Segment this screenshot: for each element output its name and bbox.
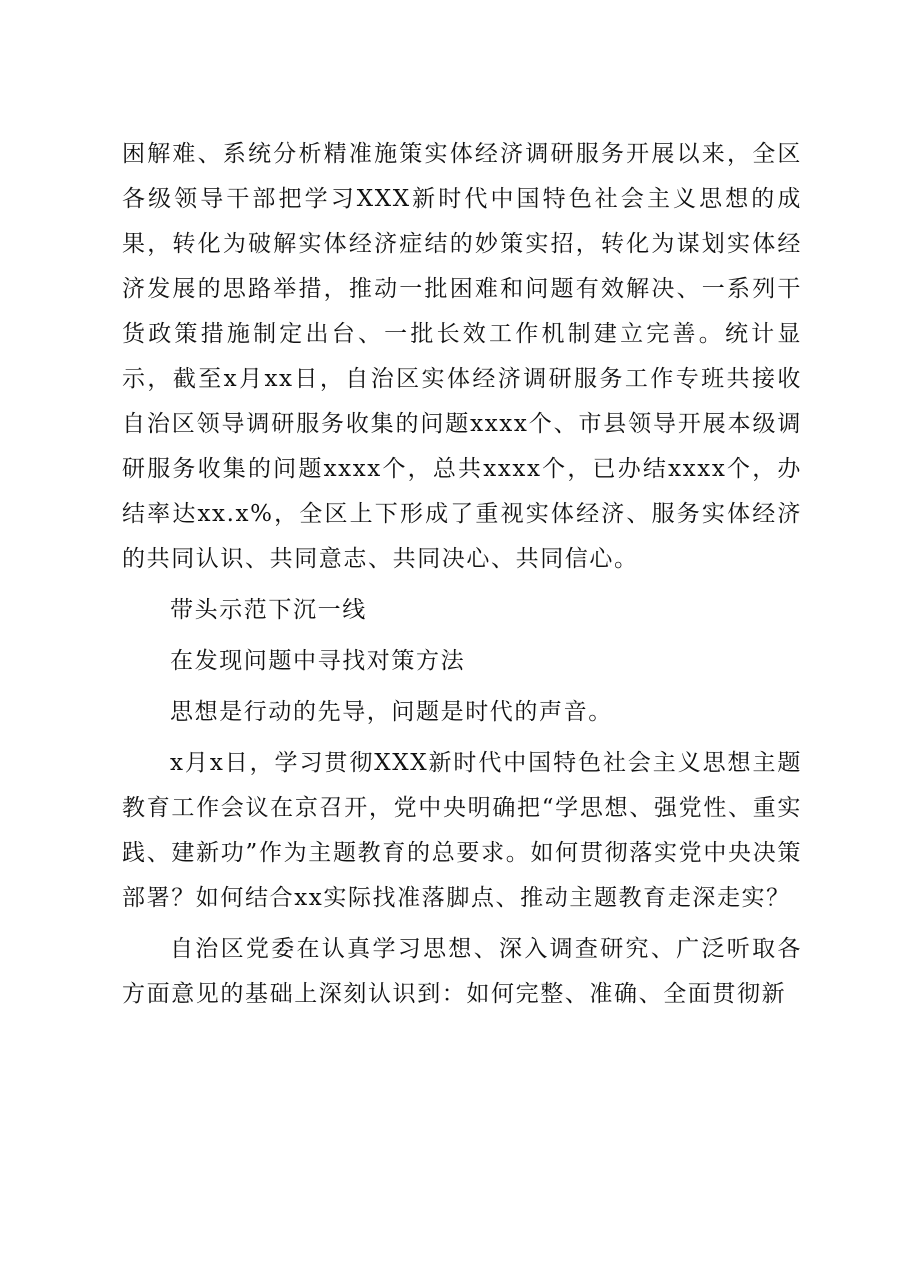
paragraph-intro: 困解难、系统分析精准施策实体经济调研服务开展以来，全区各级领导干部把学习XXX新时代中国特色社会主义思想的成果，转化为破解实体经济症结的妙策实招，转化为谋划实体经济发展的思路举措，推动一批困难和问题有效解决、一系列干货政策措施制定出台、一批长效工作机制建立完善。统计显示，截至x月xx日，自治区实体经济调研服务工作专班共接收自治区领导调研服务收集的问题xxxx个、市县领导开展本级调研服务收集的问题xxxx个，总共xxxx个，已办结xxxx个，办结率达xx.x%，全区上下形成了重视实体经济、服务实体经济的共同认识、共同意志、共同决心、共同信心。	[122, 141, 802, 572]
paragraph-thought: 思想是行动的先导，问题是时代的声音。	[170, 699, 613, 725]
document-body	[122, 132, 802, 1023]
section-heading-sub: 在发现问题中寻找对策方法	[170, 648, 466, 674]
section-heading-lead: 带头示范下沉一线	[170, 597, 367, 623]
paragraph-committee: 自治区党委在认真学习思想、深入调查研究、广泛听取各方面意见的基础上深刻认识到：如何完整、准确、全面贯彻新	[122, 936, 802, 1007]
paragraph-meeting: x月x日，学习贯彻XXX新时代中国特色社会主义思想主题教育工作会议在京召开，党中央明确把“学思想、强党性、重实践、建新功”作为主题教育的总要求。如何贯彻落实党中央决策部署？如何结合xx实际找准落脚点、推动主题教育走深走实？	[122, 750, 802, 911]
